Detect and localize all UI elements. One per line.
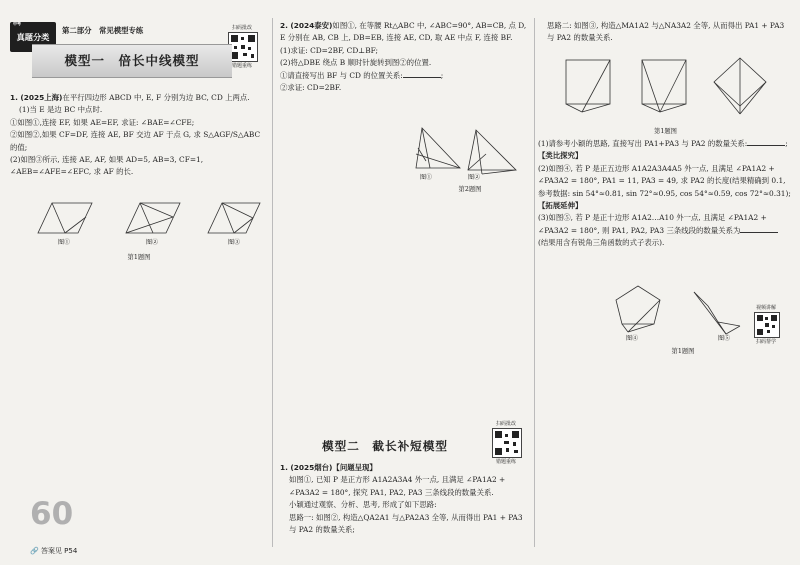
page-number: 60 [30, 496, 74, 532]
square-figure-1 [566, 60, 610, 112]
q2-figures [410, 124, 530, 184]
question-1: 1. (2025上海)在平行四边形 ABCD 中, E, F 分别为边 BC, CD 上两点. (1)当 E 是边 BC 中点时. ①如图①,连接 EF, 如果 AE=EF, 求证: ∠BAE=∠CFE; ②如图②,如果 CF=DF, 连接 AE, BF 交边 AF 于点 G, 求 S△AGF/S△ABC 的值; (2)如图③所示, 连接 AE, AF, 如果 AD=5, AB=3, CF=1, ∠AEB=∠AFE=∠EFC, 求 AF 的长. [10, 93, 261, 177]
q1-caption: 第1题图 [127, 254, 151, 261]
q2-caption: 第2题图 [458, 186, 482, 193]
fig-5-label: 图⑤ [718, 335, 731, 342]
col3-intro: 思路二: 如图③, 构造△MA1A2 与△NA3A2 全等, 从而得出 PA1 + PA3 与 PA2 的数量关系. [547, 21, 785, 43]
figure-3-label: 图③ [228, 239, 241, 246]
figure-3 [208, 203, 260, 233]
figure-2 [126, 203, 180, 233]
figure-1 [38, 203, 92, 233]
answer-blank-2[interactable] [747, 145, 785, 146]
column-divider [272, 18, 273, 547]
qr-label-bottom: 错题重练 [231, 63, 252, 69]
decagon-figure [694, 292, 740, 334]
polygon-figures [608, 282, 758, 342]
model2-question-1: 1. (2025烟台)【问题呈现】 如图①, 已知 P 是正方形 A1A2A3A4 外一点, 且满足 ∠PA1A2 + ∠PA3A2 = 180°, 探究 PA1, PA2, PA3 三条线段的数量关系. 小颖通过观察、分析、思考, 形成了如下思路: 思路一: 如图②, 构造△QA2A1 与△PA2A3 全等, 从而得出 PA1 + PA3 与 PA2 的数量关系; [280, 463, 523, 535]
qr-label-top: 扫码批改 [231, 25, 252, 31]
brand-logo: 中考 真题分类 [10, 22, 56, 52]
right-column [538, 0, 793, 565]
q1-figures [10, 197, 268, 249]
video-qr-label: 视频讲解 [755, 305, 776, 311]
fig-4-label: 图④ [626, 335, 639, 342]
figure-1-label: 图① [58, 239, 71, 246]
qr-code-icon-2[interactable] [492, 428, 522, 458]
video-qr-label-2: 扫码帮学 [755, 339, 776, 345]
squares-figures [560, 52, 780, 122]
pentagon-figure [616, 286, 660, 332]
answer-reference: 🔗 答案见 P54 [30, 547, 78, 555]
model1-title: 模型一 倍长中线模型 [32, 44, 232, 78]
link-icon: 🔗 [30, 547, 39, 555]
model2-title: 模型二 截长补短模型 [322, 439, 448, 453]
q2-fig-2-label: 图② [468, 174, 481, 181]
square-figure-3 [714, 58, 766, 114]
video-qr-icon[interactable] [754, 312, 780, 338]
middle-column [280, 0, 530, 565]
col3-questions: (1)请参考小颖的思路, 直接写出 PA1+PA3 与 PA2 的数量关系: ; 【类比探究】 (2)如图④, 若 P 是正五边形 A1A2A3A4A5 外一点, 且满足 ∠PA1A2 + ∠PA3A2 = 180°, PA1 = 11, PA3 = 49, 求 PA2 的长度(结果精确到 0.1, 参考数据: sin 54°≈0.81, sin 72°≈0.95, cos 54°≈0.59, cos 72°≈0.31); 【拓展延伸】 (3)如图⑤, 若 P 是正十边形 A1A2…A10 外一点, 且满足 ∠PA1A2 + ∠PA3A2 = 180°, 则 PA1, PA2, PA3 三条线段的数量关系为 (结果用含有锐角三角函数的式子表示). [538, 139, 791, 248]
figure-2-label: 图② [146, 239, 159, 246]
q2-fig-1-label: 图① [420, 174, 433, 181]
q2-figure-2 [468, 130, 516, 174]
qr-code-icon[interactable] [228, 32, 258, 62]
square-figure-2 [642, 60, 686, 112]
polygons-caption: 第1题图 [671, 348, 695, 355]
left-column [10, 0, 268, 565]
column-divider [534, 18, 535, 547]
q2-figure-1 [416, 128, 460, 168]
question-2: 2. (2024泰安)如图①, 在等腰 Rt△ABC 中, ∠ABC=90°, AB=CB, 点 D, E 分别在 AB, CB 上, DB=EB, 连接 AE, CD, 取 AE 中点 F, 连接 BF. (1)求证: CD=2BF, CD⊥BF; (2)将△DBE 绕点 B 顺时针旋转到图②的位置. ①请直接写出 BF 与 CD 的位置关系: ; ②求证: CD=2BF. [280, 21, 527, 93]
qr-label-top-2: 扫码批改 [495, 421, 516, 427]
qr-label-bottom-2: 错题重练 [495, 459, 516, 465]
part-title: 第二部分 常见模型专练 [62, 26, 144, 35]
answer-blank-3[interactable] [740, 232, 778, 233]
answer-blank[interactable] [403, 77, 441, 78]
squares-caption: 第1题图 [654, 128, 677, 135]
